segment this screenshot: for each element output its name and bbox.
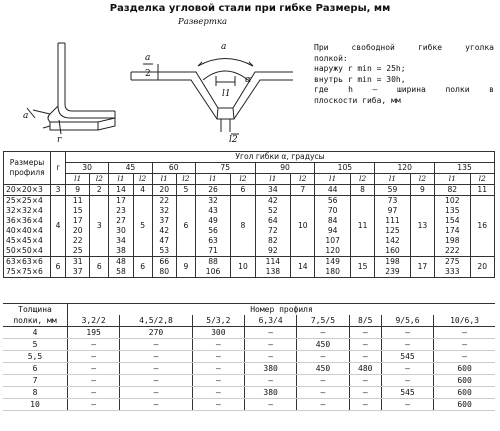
l1-value: 64 xyxy=(268,216,278,225)
l1-value: 25 xyxy=(72,246,83,255)
value-cell: – xyxy=(245,339,297,351)
value-cell: – xyxy=(434,339,495,351)
value-cell: – xyxy=(192,399,244,411)
value-cell: – xyxy=(68,387,120,399)
l1-value: 37 xyxy=(72,267,83,276)
subcol-head: l1 xyxy=(375,174,410,185)
l1-value: 111 xyxy=(385,216,400,225)
size-value: 20×20×3 xyxy=(6,185,43,194)
col-head-size: Размеры профиля xyxy=(4,152,51,185)
subcol-head: l2 xyxy=(410,174,434,185)
page-title: Разделка угловой стали при гибке Размеры, мм xyxy=(109,3,391,14)
l2-cell: 11 xyxy=(470,185,494,196)
l1-value: 56 xyxy=(208,226,218,235)
dim-a-half-bot: 2 xyxy=(145,69,151,79)
value-cell: – xyxy=(349,375,381,387)
subcol-head: l1 xyxy=(255,174,290,185)
l1-value: 34 xyxy=(116,236,126,245)
bending-diagram xyxy=(3,16,293,150)
l1-value: 37 xyxy=(159,216,170,225)
dim-r-label: r xyxy=(57,135,62,145)
l1-value: 9 xyxy=(75,185,81,194)
table-row xyxy=(3,339,495,351)
l1-value: 42 xyxy=(159,226,170,235)
value-cell: – xyxy=(68,339,120,351)
l2-cell: 8 xyxy=(350,185,374,196)
l1-value: 107 xyxy=(325,236,340,245)
l2-cell: 8 xyxy=(231,196,255,257)
angle-head: 120 xyxy=(375,163,435,174)
l1-value: 84 xyxy=(327,216,338,225)
value-cell: 600 xyxy=(434,375,495,387)
note-line: внутрь r min = 30h, xyxy=(314,74,406,84)
value-cell: 300 xyxy=(192,327,244,339)
subcol-head: l1 xyxy=(195,174,230,185)
size-cell xyxy=(4,185,51,196)
l1-value: 97 xyxy=(387,206,398,215)
subcol-head: l2 xyxy=(291,174,315,185)
l2-cell: 7 xyxy=(291,185,315,196)
l2-cell: 9 xyxy=(176,257,195,278)
l1-cell xyxy=(195,257,230,278)
l2-cell: 3 xyxy=(90,196,109,257)
l1-value: 198 xyxy=(445,236,460,245)
l1-cell xyxy=(375,257,410,278)
l1-cell xyxy=(66,257,90,278)
value-cell: – xyxy=(349,387,381,399)
l1-value: 32 xyxy=(208,196,218,205)
value-cell: – xyxy=(245,375,297,387)
dim-a-label: a xyxy=(23,111,29,121)
value-cell: 380 xyxy=(245,387,297,399)
subcol-head: l1 xyxy=(109,174,133,185)
l1-value: 53 xyxy=(159,246,170,255)
l1-value: 73 xyxy=(387,196,398,205)
value-cell: – xyxy=(349,399,381,411)
l1-value: 17 xyxy=(72,216,83,225)
l1-value: 160 xyxy=(385,246,400,255)
value-cell: – xyxy=(381,399,433,411)
l1-cell xyxy=(435,185,470,196)
value-cell: – xyxy=(120,375,192,387)
value-cell: – xyxy=(192,363,244,375)
subcol-head: l2 xyxy=(350,174,374,185)
size-cell xyxy=(4,196,51,257)
value-cell: – xyxy=(245,399,297,411)
l1-value: 154 xyxy=(445,216,460,225)
l1-value: 71 xyxy=(208,246,218,255)
note-line: где h – ширина полки в xyxy=(314,85,494,95)
l2-cell: 5 xyxy=(176,185,195,196)
l1-value: 49 xyxy=(208,216,218,225)
dim-l2-label: l2 xyxy=(229,135,238,145)
l2-cell: 9 xyxy=(410,185,434,196)
l1-value: 80 xyxy=(159,267,170,276)
size-value: 75×75×6 xyxy=(6,267,43,276)
l1-cell xyxy=(66,196,90,257)
value-cell: – xyxy=(297,399,349,411)
profile-head: 3,2/2 xyxy=(68,315,120,327)
value-cell: – xyxy=(120,339,192,351)
l1-cell xyxy=(152,185,176,196)
l1-value: 333 xyxy=(445,267,460,276)
thickness-cell: 5,5 xyxy=(3,351,68,363)
l1-value: 135 xyxy=(445,206,460,215)
value-cell: – xyxy=(381,327,433,339)
value-cell: – xyxy=(381,375,433,387)
dim-alpha-label: α xyxy=(245,75,252,85)
l1-value: 149 xyxy=(325,257,340,266)
value-cell: – xyxy=(192,351,244,363)
table-row xyxy=(3,327,495,339)
profile-head: 7,5/5 xyxy=(297,315,349,327)
l1-cell xyxy=(109,257,133,278)
l1-value: 102 xyxy=(445,196,460,205)
l1-value: 31 xyxy=(72,257,83,266)
l1-value: 106 xyxy=(205,267,221,276)
l1-value: 34 xyxy=(268,185,278,194)
l1-value: 22 xyxy=(72,236,83,245)
thickness-cell: 10 xyxy=(3,399,68,411)
l1-value: 82 xyxy=(268,236,278,245)
subcol-head: l2 xyxy=(90,174,109,185)
subcol-head: l1 xyxy=(315,174,350,185)
angle-head: 60 xyxy=(152,163,195,174)
table-row xyxy=(4,257,495,278)
value-cell: 270 xyxy=(120,327,192,339)
l2-cell: 17 xyxy=(410,257,434,278)
l2-cell: 20 xyxy=(470,257,494,278)
note-line: наружу r min = 25h; xyxy=(314,64,406,74)
value-cell: – xyxy=(68,351,120,363)
value-cell: – xyxy=(297,351,349,363)
size-value: 40×40×4 xyxy=(6,226,43,235)
angle-head: 135 xyxy=(435,163,495,174)
l1-value: 17 xyxy=(116,196,126,205)
l2-cell: 13 xyxy=(410,196,434,257)
value-cell: – xyxy=(192,339,244,351)
subcol-head: l1 xyxy=(435,174,470,185)
col-head-r: r xyxy=(51,152,66,185)
value-cell: – xyxy=(120,351,192,363)
subcol-head: l2 xyxy=(176,174,195,185)
size-value: 25×25×4 xyxy=(6,196,43,205)
size-value: 63×63×6 xyxy=(6,257,43,266)
col-head-profile: Номер профиля xyxy=(68,304,496,316)
col-head-thickness: Толщина полки, мм xyxy=(3,304,68,327)
value-cell: – xyxy=(381,363,433,375)
l1-cell xyxy=(315,185,350,196)
l2-cell: 2 xyxy=(90,185,109,196)
l1-cell xyxy=(315,257,350,278)
dim-a-half-top: a xyxy=(145,53,151,63)
l2-cell: 6 xyxy=(90,257,109,278)
l1-cell xyxy=(435,257,470,278)
size-value: 50×50×4 xyxy=(6,246,43,255)
l1-value: 120 xyxy=(325,246,340,255)
l1-value: 82 xyxy=(447,185,458,194)
l2-cell: 10 xyxy=(291,196,315,257)
profile-head: 9/5,6 xyxy=(381,315,433,327)
l1-value: 30 xyxy=(116,226,126,235)
note-line: полкой: xyxy=(314,53,348,63)
l1-value: 174 xyxy=(445,226,460,235)
l1-cell xyxy=(109,196,133,257)
value-cell: 545 xyxy=(381,387,433,399)
l1-value: 44 xyxy=(327,185,338,194)
l1-value: 48 xyxy=(116,257,126,266)
subcol-head: l1 xyxy=(152,174,176,185)
l1-value: 70 xyxy=(327,206,338,215)
l1-cell xyxy=(152,257,176,278)
value-cell: 600 xyxy=(434,399,495,411)
l1-value: 92 xyxy=(268,246,278,255)
r-cell: 6 xyxy=(51,257,66,278)
l1-value: 20 xyxy=(159,185,170,194)
table-row xyxy=(3,399,495,411)
l1-value: 38 xyxy=(116,246,126,255)
l2-cell: 11 xyxy=(350,196,374,257)
dim-a-top-label: a xyxy=(221,42,227,52)
angle-head: 45 xyxy=(109,163,152,174)
value-cell: 450 xyxy=(297,363,349,375)
l2-cell: 6 xyxy=(231,185,255,196)
col-head-angle: Угол гибки α, градусы xyxy=(66,152,495,163)
value-cell: – xyxy=(245,327,297,339)
l1-value: 66 xyxy=(159,257,170,266)
l1-value: 47 xyxy=(159,236,170,245)
subcol-head: l2 xyxy=(133,174,152,185)
l1-value: 72 xyxy=(268,226,278,235)
note-line: плоскости гиба, мм xyxy=(314,95,401,105)
l1-value: 43 xyxy=(208,206,218,215)
l1-value: 180 xyxy=(325,267,340,276)
thickness-cell: 4 xyxy=(3,327,68,339)
value-cell: – xyxy=(349,339,381,351)
r-cell: 4 xyxy=(51,196,66,257)
l1-cell xyxy=(375,196,410,257)
l1-cell xyxy=(255,185,290,196)
l2-cell: 6 xyxy=(133,257,152,278)
table-row xyxy=(4,185,495,196)
l2-cell: 4 xyxy=(133,185,152,196)
l1-cell xyxy=(109,185,133,196)
l1-value: 26 xyxy=(208,185,218,194)
size-value: 45×45×4 xyxy=(6,236,43,245)
value-cell: 380 xyxy=(245,363,297,375)
value-cell: – xyxy=(349,327,381,339)
l2-cell: 10 xyxy=(231,257,255,278)
angle-head: 30 xyxy=(66,163,109,174)
angle-head: 90 xyxy=(255,163,315,174)
l1-value: 58 xyxy=(116,267,126,276)
value-cell: – xyxy=(434,327,495,339)
l1-cell xyxy=(66,185,90,196)
size-cell xyxy=(4,257,51,278)
l2-cell: 5 xyxy=(133,196,152,257)
l1-value: 22 xyxy=(159,196,170,205)
l1-value: 63 xyxy=(208,236,218,245)
thickness-cell: 6 xyxy=(3,363,68,375)
table-row xyxy=(3,363,495,375)
subcol-head: l2 xyxy=(470,174,494,185)
table-row xyxy=(3,351,495,363)
value-cell: – xyxy=(297,375,349,387)
value-cell: – xyxy=(434,351,495,363)
l1-value: 125 xyxy=(385,226,400,235)
value-cell: 545 xyxy=(381,351,433,363)
value-cell: – xyxy=(349,351,381,363)
l1-value: 14 xyxy=(116,185,126,194)
dim-l1-label: l1 xyxy=(222,89,231,99)
subcol-head: l1 xyxy=(66,174,90,185)
l1-value: 59 xyxy=(387,185,398,194)
l1-cell xyxy=(195,196,230,257)
l1-value: 142 xyxy=(385,236,400,245)
value-cell: 600 xyxy=(434,387,495,399)
l1-value: 20 xyxy=(72,226,83,235)
table-row xyxy=(3,387,495,399)
angle-head: 105 xyxy=(315,163,375,174)
l1-cell xyxy=(255,196,290,257)
l1-value: 222 xyxy=(445,246,460,255)
thickness-cell: 5 xyxy=(3,339,68,351)
value-cell: – xyxy=(120,399,192,411)
subcol-head: l2 xyxy=(231,174,255,185)
l1-value: 23 xyxy=(116,206,126,215)
l1-cell xyxy=(375,185,410,196)
value-cell: 480 xyxy=(349,363,381,375)
l2-cell: 15 xyxy=(350,257,374,278)
l2-cell: 6 xyxy=(176,196,195,257)
l1-value: 239 xyxy=(385,267,400,276)
l1-value: 11 xyxy=(72,196,83,205)
note-line: При свободной гибке уголка xyxy=(314,43,494,52)
value-cell: – xyxy=(297,387,349,399)
table-row xyxy=(4,196,495,257)
l1-value: 114 xyxy=(265,257,281,266)
profile-head: 6,3/4 xyxy=(245,315,297,327)
size-value: 32×32×4 xyxy=(6,206,43,215)
thickness-cell: 7 xyxy=(3,375,68,387)
l1-value: 56 xyxy=(327,196,338,205)
unfolding-label: Развертка xyxy=(178,17,228,27)
value-cell: 600 xyxy=(434,363,495,375)
l1-value: 275 xyxy=(445,257,460,266)
profile-head: 5/3,2 xyxy=(192,315,244,327)
l1-value: 42 xyxy=(268,196,278,205)
profile-table xyxy=(3,303,495,411)
profile-head: 4,5/2,8 xyxy=(120,315,192,327)
value-cell: 450 xyxy=(297,339,349,351)
value-cell: – xyxy=(297,327,349,339)
value-cell: 195 xyxy=(68,327,120,339)
l1-cell xyxy=(255,257,290,278)
l1-cell xyxy=(315,196,350,257)
l1-cell xyxy=(152,196,176,257)
l1-value: 94 xyxy=(327,226,338,235)
value-cell: – xyxy=(192,387,244,399)
value-cell: – xyxy=(192,375,244,387)
value-cell: – xyxy=(381,339,433,351)
l1-value: 138 xyxy=(265,267,281,276)
value-cell: – xyxy=(245,351,297,363)
r-cell: 3 xyxy=(51,185,66,196)
l1-value: 32 xyxy=(159,206,170,215)
profile-head: 8/5 xyxy=(349,315,381,327)
l2-cell: 14 xyxy=(291,257,315,278)
l1-value: 27 xyxy=(116,216,126,225)
l1-value: 52 xyxy=(268,206,278,215)
value-cell: – xyxy=(120,387,192,399)
value-cell: – xyxy=(120,363,192,375)
l1-cell xyxy=(195,185,230,196)
value-cell: – xyxy=(68,375,120,387)
value-cell: – xyxy=(68,363,120,375)
l1-value: 198 xyxy=(385,257,400,266)
bending-note xyxy=(314,43,494,107)
profile-head: 10/6,3 xyxy=(434,315,495,327)
l2-cell: 16 xyxy=(470,196,494,257)
l1-value: 15 xyxy=(72,206,83,215)
size-value: 36×36×4 xyxy=(6,216,43,225)
l1-cell xyxy=(435,196,470,257)
l1-value: 88 xyxy=(208,257,218,266)
angle-head: 75 xyxy=(195,163,255,174)
table-row xyxy=(3,375,495,387)
thickness-cell: 8 xyxy=(3,387,68,399)
angle-steel-table xyxy=(3,151,495,278)
value-cell: – xyxy=(68,399,120,411)
